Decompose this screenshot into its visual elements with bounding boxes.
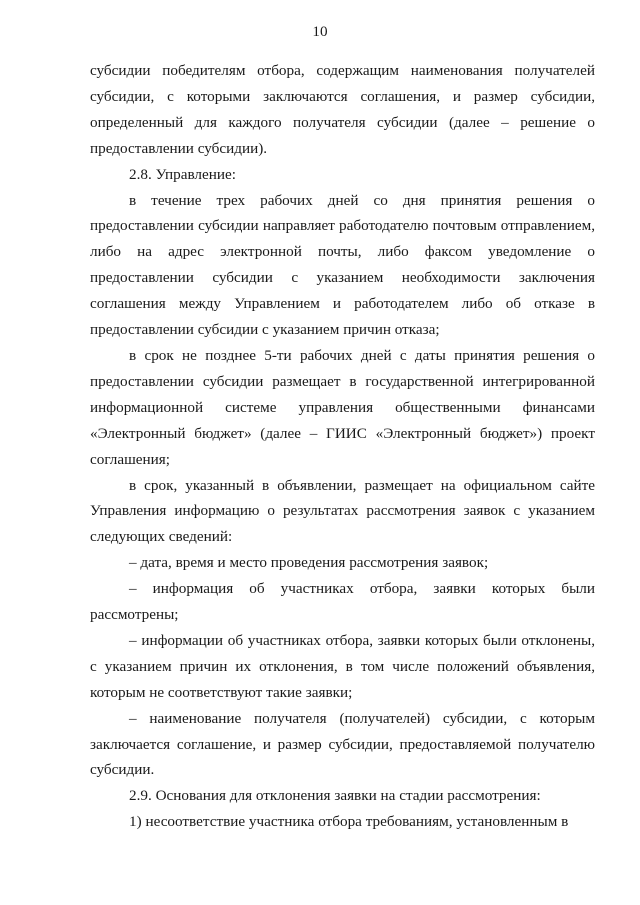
document-body: [90, 58, 595, 835]
paragraph-continuation: субсидии победителям отбора, содержащим наименования получателей субсидии, с которыми заключаются соглашения, и размер субсидии, определенный для каждого получателя субсидии (далее – решение о предоставлении субсидии).: [90, 62, 595, 157]
paragraph-notification: в течение трех рабочих дней со дня принятия решения о предоставлении субсидии направляет работодателю почтовым отправлением, либо на адрес электронной почты, либо факсом уведомление о предоставлении субсидии с указанием необходимости заключения соглашения между Управлением и работодателем либо об отказе в предоставлении субсидии с указанием причин отказа;: [90, 191, 595, 339]
paragraph-rejection-reason-1: 1) несоответствие участника отбора требованиям, установленным в: [129, 813, 569, 831]
paragraph-results-publication: в срок, указанный в объявлении, размещает на официальном сайте Управления информацию о результатах рассмотрения заявок с указанием следующих сведений:: [90, 476, 595, 546]
list-item-rejected-participants: – информации об участниках отбора, заявки которых были отклонены, с указанием причин их отклонения, в том числе положений объявления, которым не соответствуют такие заявки;: [90, 631, 595, 701]
list-item-recipient: – наименование получателя (получателей) субсидии, с которым заключается соглашение, и размер субсидии, предоставляемой получателю субсидии.: [90, 709, 595, 779]
section-heading-2-9: 2.9. Основания для отклонения заявки на стадии рассмотрения:: [129, 787, 541, 805]
section-heading-2-8: 2.8. Управление:: [129, 165, 236, 183]
paragraph-agreement-posting: в срок не позднее 5-ти рабочих дней с даты принятия решения о предоставлении субсидии размещает в государственной интегрированной информационной системе управления общественными финансами «Электронный бюджет» (далее – ГИИС «Электронный бюджет») проект соглашения;: [90, 346, 595, 468]
list-item-date-place: – дата, время и место проведения рассмотрения заявок;: [129, 554, 489, 572]
list-item-reviewed-participants: – информация об участниках отбора, заявки которых были рассмотрены;: [90, 580, 595, 624]
page-number: 10: [312, 23, 328, 40]
